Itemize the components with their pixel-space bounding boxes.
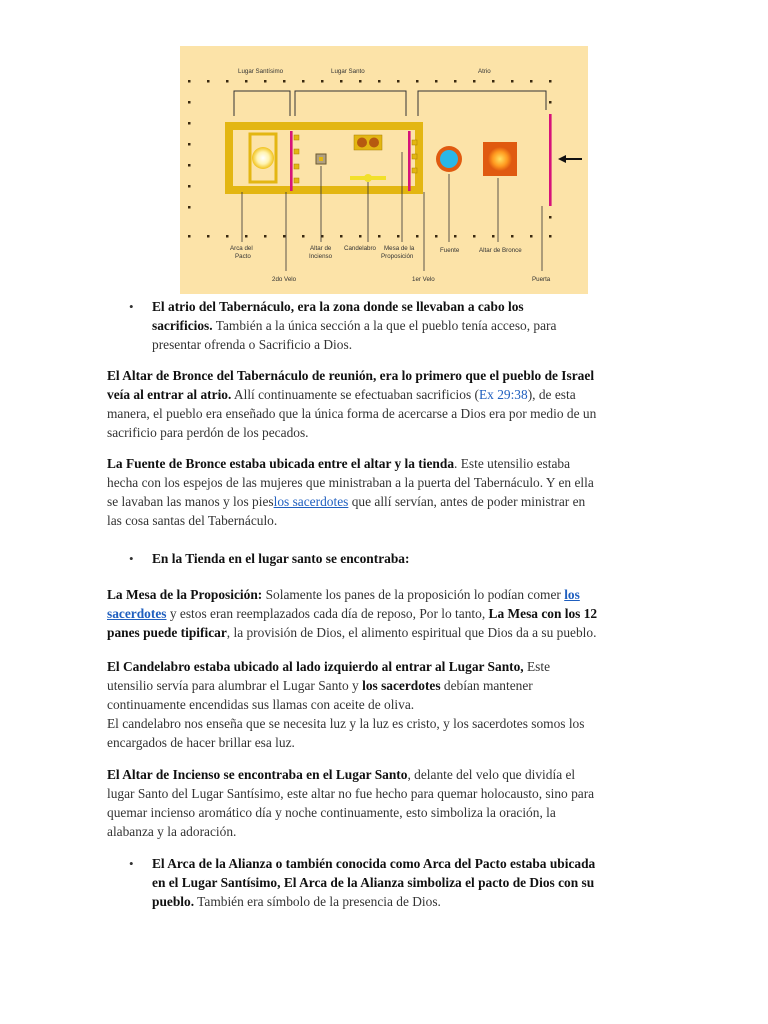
body-text: hecha con los espejos de las mujeres que ministraban a la puerta del Tabernáculo. Y en ella: [107, 475, 594, 490]
body-text: las cosa santas del Tabernáculo.: [107, 513, 278, 528]
bold-text: pueblo.: [152, 894, 195, 909]
body-text: , la provisión de Dios, el alimento espiritual que Dios da a su pueblo.: [226, 625, 597, 640]
label-arca-2: Pacto: [235, 253, 251, 260]
bold-text: sacrificios.: [152, 318, 213, 333]
bold-text: El Altar de Incienso se encontraba en el Lugar Santo: [107, 767, 408, 782]
body-text: sacrificio para perdón de los pecados.: [107, 425, 309, 440]
label-puerta: Puerta: [532, 276, 551, 283]
tabernacle-diagram: [180, 46, 588, 294]
bold-text: veía al entrar al atrio.: [107, 387, 232, 402]
body-text: que allí servían, antes de poder ministrar en: [348, 494, 586, 509]
paragraph-altar-incienso: [107, 765, 659, 841]
body-text: El candelabro nos enseña que se necesita luz y la luz es cristo, y los sacerdotes somos los: [107, 716, 585, 731]
sacerdotes-link[interactable]: los sacerdotes: [273, 494, 349, 509]
scripture-link[interactable]: Ex 29:38: [478, 387, 528, 402]
label-altar-incienso-2: Incienso: [309, 253, 333, 260]
label-altar-bronce: Altar de Bronce: [479, 247, 522, 254]
body-text: y estos eran reemplazados cada día de reposo, Por lo tanto,: [166, 606, 489, 621]
body-text: se lavaban las manos y los pies: [107, 494, 274, 509]
bold-text: En la Tienda en el lugar santo se encontraba:: [152, 551, 410, 566]
label-primer-velo: 1er Velo: [412, 276, 435, 283]
bold-text: La Mesa con los 12: [488, 606, 598, 621]
bold-text: en el Lugar Santísimo, El Arca de la Alianza simboliza el pacto de Dios con su: [152, 875, 595, 890]
lampstand: [350, 174, 386, 182]
entrance-arrow-icon: [558, 155, 582, 163]
bold-text: El Altar de Bronce del Tabernáculo de reunión, era lo primero que el pueblo de Israel: [107, 368, 595, 383]
bullet-atrio: [152, 297, 662, 354]
body-text: encargados de hacer brillar esa luz.: [107, 735, 295, 750]
body-text: debían mantener: [440, 678, 533, 693]
ark-of-covenant: [250, 134, 276, 182]
label-atrio: Atrio: [478, 68, 491, 75]
body-text: También a la única sección a la que el pueblo tenía acceso, para: [212, 318, 557, 333]
label-altar-incienso-1: Altar de: [310, 245, 332, 252]
label-mesa-2: Proposición: [381, 253, 414, 260]
label-segundo-velo: 2do Velo: [272, 276, 297, 283]
sacerdotes-link[interactable]: sacerdotes: [107, 606, 167, 621]
body-text: Solamente los panes de la proposición lo podían comer: [262, 587, 565, 602]
sacerdotes-link[interactable]: los: [564, 587, 580, 602]
body-text: alabanza y la adoración.: [107, 824, 237, 839]
paragraph-fuente: [107, 454, 659, 530]
bronze-altar: [483, 142, 517, 176]
label-fuente: Fuente: [440, 247, 460, 254]
paragraph-mesa: [107, 585, 659, 642]
body-text: También era símbolo de la presencia de Dios.: [194, 894, 441, 909]
bold-text: La Fuente de Bronce estaba ubicada entre el altar y la tienda: [107, 456, 455, 471]
body-text: , delante del velo que dividía el: [407, 767, 576, 782]
label-brackets: [234, 91, 546, 116]
body-text: ), de esta: [527, 387, 576, 402]
label-lugar-santo: Lugar Santo: [331, 68, 365, 75]
body-text: utensilio servía para alumbrar el Lugar Santo y: [107, 678, 363, 693]
paragraph-altar-bronce: [107, 366, 659, 442]
bold-text: El atrio del Tabernáculo, era la zona donde se llevaban a cabo los: [152, 299, 524, 314]
gate-veil: [549, 114, 552, 206]
veil-pillars-inner: [294, 135, 299, 183]
body-text: presentar ofrenda o Sacrificio a Dios.: [152, 337, 353, 352]
bold-text: El Candelabro estaba ubicado al lado izquierdo al entrar al Lugar Santo,: [107, 659, 524, 674]
first-veil: [408, 131, 411, 191]
bullet-arca: [152, 854, 662, 911]
body-text: quemar incienso aromático día y noche continuamente, esto simboliza la oración, la: [107, 805, 556, 820]
body-text: continuamente encendidas sus llamas con aceite de oliva.: [107, 697, 415, 712]
bold-text: El Arca de la Alianza o también conocida como Arca del Pacto estaba ubicada: [152, 856, 596, 871]
body-text: . Este utensilio estaba: [454, 456, 571, 471]
label-arca-1: Arca del: [230, 245, 253, 252]
label-mesa-1: Mesa de la: [384, 245, 415, 252]
label-candelabro: Candelabro: [344, 245, 376, 252]
label-lugar-santisimo: Lugar Santísimo: [238, 68, 284, 75]
body-text: Allí continuamente se efectuaban sacrificios (: [231, 387, 479, 402]
bronze-laver: [436, 146, 462, 172]
body-text: manera, el pueblo era enseñado que la única forma de acercarse a Dios era por medio de un: [107, 406, 597, 421]
body-text: Este: [523, 659, 551, 674]
bullet-tienda: [152, 549, 662, 568]
bold-text: La Mesa de la Proposición:: [107, 587, 263, 602]
body-text: lugar Santo del Lugar Santísimo, este altar no fue hecho para quemar holocausto, sino para: [107, 786, 595, 801]
table-of-showbread: [354, 135, 382, 150]
bold-text: los sacerdotes: [362, 678, 441, 693]
bold-text: panes puede tipificar: [107, 625, 227, 640]
second-veil: [290, 131, 293, 191]
veil-pillars-outer: [412, 140, 417, 173]
tabernacle-diagram-svg: [180, 46, 588, 294]
paragraph-candelabro: [107, 657, 659, 752]
